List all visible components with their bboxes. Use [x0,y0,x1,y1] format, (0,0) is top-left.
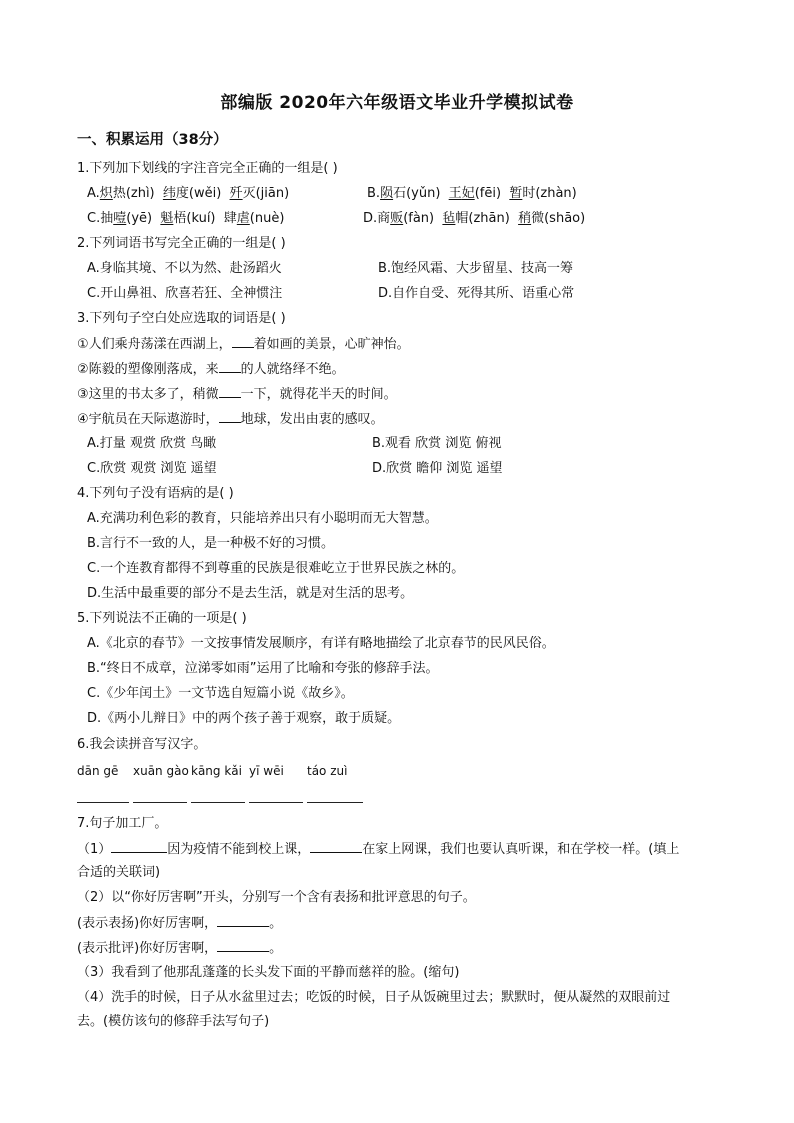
q3-sentence-3: ③这里的书太多了，稍微 一下，就得花半天的时间。 [77,387,397,402]
answer-blank[interactable] [217,939,269,952]
q3-sentence-2: ②陈毅的塑像刚落成，来 的人就络绎不绝。 [77,362,345,377]
q2-option-b: B.饱经风霜、大步留星、技高一筹 [378,261,574,276]
q3-option-c: C.欣赏 观赏 浏览 遥望 [87,461,217,476]
q2-stem: 2.下列词语书写完全正确的一组是( ) [77,236,286,251]
q6-stem: 6.我会读拼音写汉字。 [77,737,207,752]
q2-option-c: C.开山鼻祖、欣喜若狂、全神惯注 [87,286,283,301]
q5-option-b: B.“终日不成章，泣涕零如雨”运用了比喻和夸张的修辞手法。 [87,661,439,676]
section-title: 一、积累运用（38分） [77,132,228,148]
q3-option-d: D.欣赏 瞻仰 浏览 遥望 [372,461,503,476]
q7-stem: 7.句子加工厂。 [77,816,168,831]
q1-option-c: C.抽噎(yē) 魁梧(kuí) 肆虐(nuè) [87,211,285,226]
answer-blank[interactable] [219,410,241,423]
q7-part-3: （3）我看到了他那乱蓬蓬的长头发下面的平静而慈祥的脸。(缩句) [77,965,460,980]
q7-part-2-praise: (表示表扬)你好厉害啊， 。 [77,916,283,931]
q4-option-c: C.一个连教育都得不到尊重的民族是很难屹立于世界民族之林的。 [87,561,465,576]
pinyin-4: yī wēi [249,764,284,778]
q3-sentence-4: ④宇航员在天际遨游时， 地球，发出由衷的感叹。 [77,412,384,427]
q1-option-a: A.炽热(zhì) 纬度(wěi) 歼灭(jiān) [87,186,290,201]
pinyin-answer-line-2[interactable] [133,802,187,803]
q2-option-d: D.自作自受、死得其所、语重心常 [378,286,575,301]
q1-option-b: B.陨石(yǔn) 王妃(fēi) 暂时(zhàn) [367,186,577,201]
q1-stem: 1.下列加下划线的字注音完全正确的一组是( ) [77,161,338,176]
pinyin-1: dān gē [77,764,119,778]
q5-stem: 5.下列说法不正确的一项是( ) [77,611,247,626]
pinyin-5: táo zuì [307,764,348,778]
q7-part-2: （2）以“你好厉害啊”开头，分别写一个含有表扬和批评意思的句子。 [77,890,476,905]
q3-stem: 3.下列句子空白处应选取的词语是( ) [77,311,286,326]
answer-blank[interactable] [219,360,241,373]
q7-part-4: （4）洗手的时候，日子从水盆里过去；吃饭的时候，日子从饭碗里过去；默默时，便从凝然的双眼前过 [77,990,671,1005]
pinyin-answer-line-1[interactable] [77,802,129,803]
q4-stem: 4.下列句子没有语病的是( ) [77,486,234,501]
q5-option-a: A.《北京的春节》一文按事情发展顺序，有详有略地描绘了北京春节的民风民俗。 [87,636,555,651]
exam-title: 部编版 2020年六年级语文毕业升学模拟试卷 [220,93,574,113]
q2-option-a: A.身临其境、不以为然、赴汤蹈火 [87,261,282,276]
q4-option-b: B.言行不一致的人，是一种极不好的习惯。 [87,536,335,551]
answer-blank[interactable] [217,914,269,927]
pinyin-3: kāng kǎi [191,764,242,778]
q7-part-1-note: 合适的关联词) [77,865,161,880]
q3-sentence-1: ①人们乘舟荡漾在西湖上， 着如画的美景，心旷神怡。 [77,337,410,352]
q3-option-a: A.打量 观赏 欣赏 鸟瞰 [87,436,217,451]
q4-option-a: A.充满功利色彩的教育，只能培养出只有小聪明而无大智慧。 [87,511,438,526]
q5-option-c: C.《少年闰土》一文节选自短篇小说《故乡》。 [87,686,354,701]
pinyin-answer-line-5[interactable] [307,802,363,803]
answer-blank[interactable] [310,840,362,853]
q3-option-b: B.观看 欣赏 浏览 俯视 [372,436,502,451]
pinyin-2: xuān gào [133,764,189,778]
pinyin-answer-line-4[interactable] [249,802,303,803]
answer-blank[interactable] [232,335,254,348]
pinyin-answer-line-3[interactable] [191,802,245,803]
q5-option-d: D.《两小儿辩日》中的两个孩子善于观察，敢于质疑。 [87,711,401,726]
answer-blank[interactable] [219,385,241,398]
q7-part-2-criticism: (表示批评)你好厉害啊， 。 [77,941,283,956]
q7-part-4-cont: 去。(模仿该句的修辞手法写句子) [77,1014,270,1029]
q1-option-d: D.商贩(fàn) 毡帽(zhān) 稍微(shāo) [363,211,586,226]
q7-part-1: （1） 因为疫情不能到校上课， 在家上网课，我们也要认真听课，和在学校一样。(填上 [77,842,680,857]
q4-option-d: D.生活中最重要的部分不是去生活，就是对生活的思考。 [87,586,414,601]
answer-blank[interactable] [111,840,167,853]
